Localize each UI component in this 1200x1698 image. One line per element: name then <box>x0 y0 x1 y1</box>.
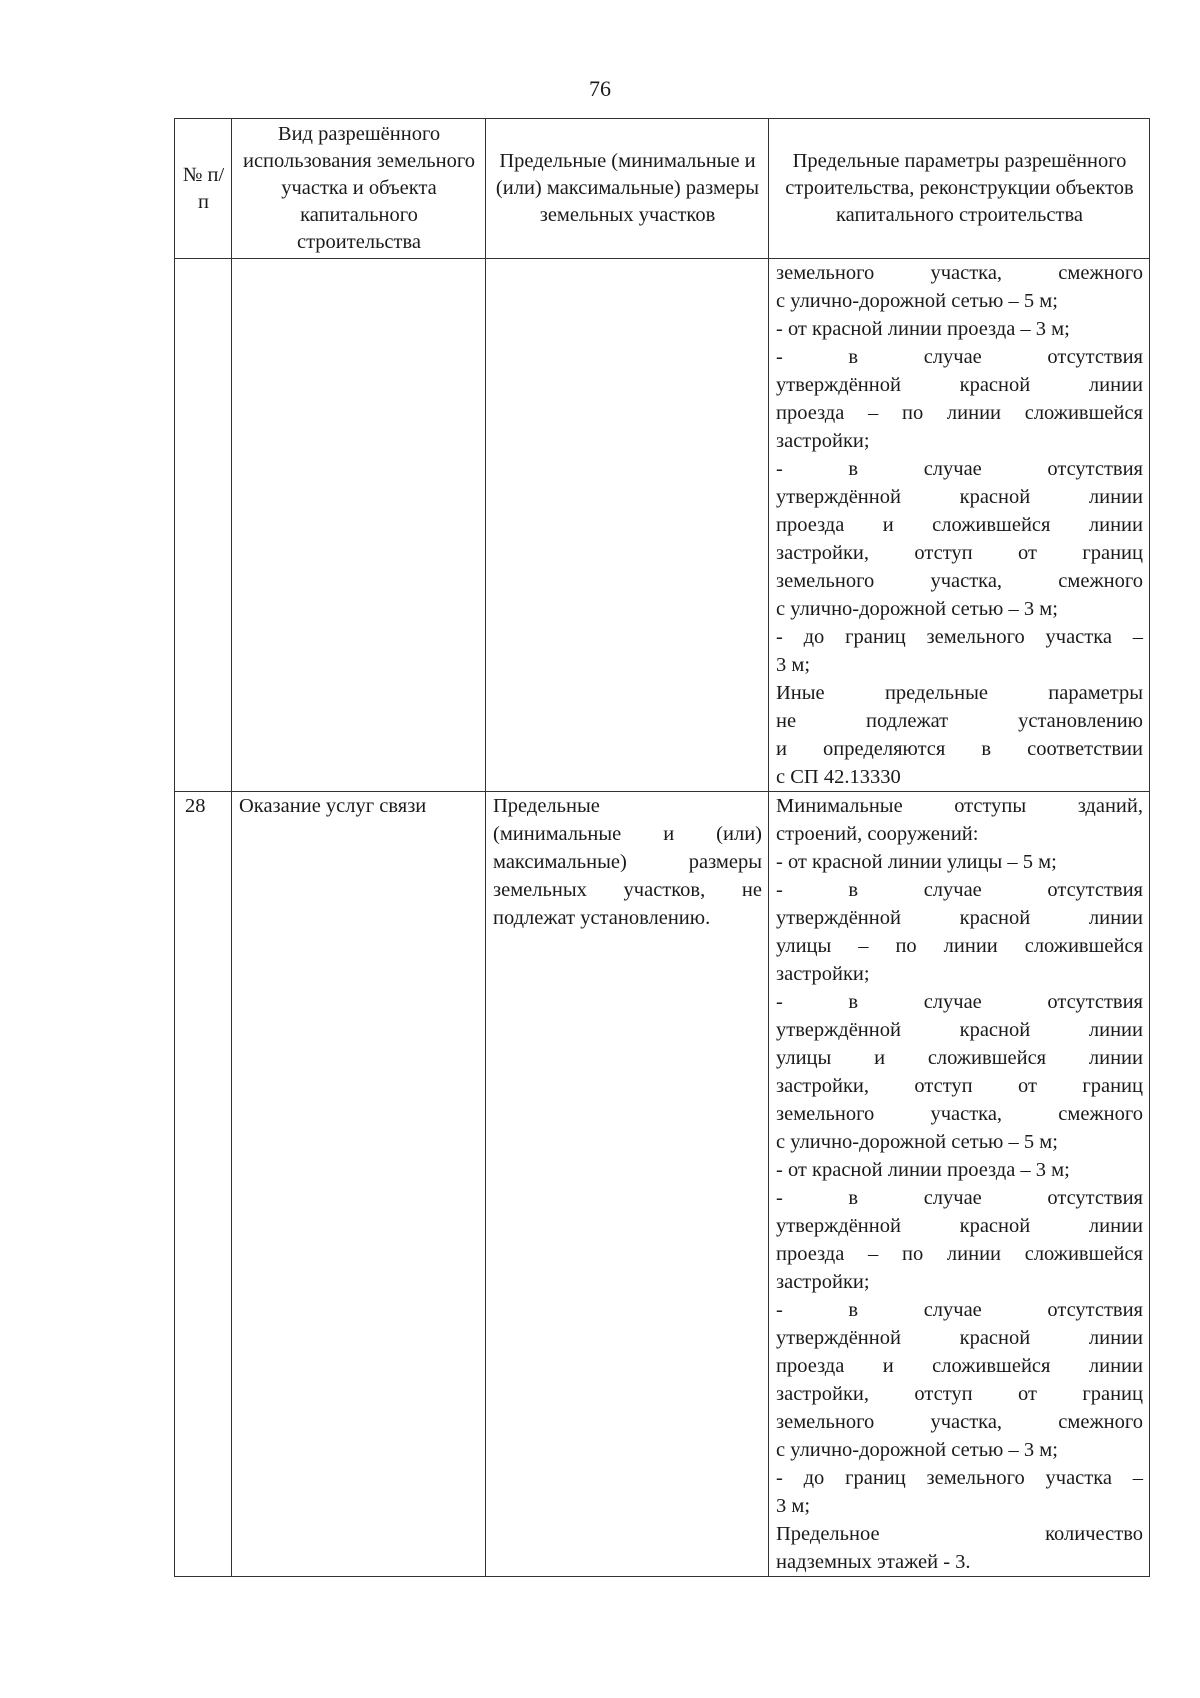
header-build-params: Предельные параметры разрешённого строительства, реконструкции объектов капитального строительства <box>769 119 1150 259</box>
text-line: - в случае отсутствия <box>776 458 1143 480</box>
text-line: (минимальные и (или) <box>493 823 762 845</box>
text-line: - в случае отсутствия <box>776 346 1143 368</box>
text-line: улицы и сложившейся линии <box>776 1047 1143 1069</box>
text-line: - в случае отсутствия <box>776 1299 1143 1321</box>
table-row <box>175 792 1150 1577</box>
text-line: с улично-дорожной сетью – 5 м; <box>776 1131 1058 1153</box>
text-line: - от красной линии улицы – 5 м; <box>776 851 1057 873</box>
text-line: подлежат установлению. <box>493 907 711 929</box>
text-line: проезда и сложившейся линии <box>776 1355 1143 1377</box>
text-line: с улично-дорожной сетью – 5 м; <box>776 290 1058 312</box>
text-line: земельного участка, смежного <box>776 1411 1143 1433</box>
cell-use-type <box>232 259 486 792</box>
text-line: застройки, отступ от границ <box>776 1383 1143 1405</box>
text-line: утверждённой красной линии <box>776 1327 1143 1349</box>
cell-number <box>175 259 232 792</box>
text-line: застройки, отступ от границ <box>776 542 1143 564</box>
header-number: № п/п <box>175 119 232 259</box>
parameters-table <box>174 118 1150 1577</box>
cell-use-type: Оказание услуг связи <box>232 792 486 1577</box>
text-line: строений, сооружений: <box>776 823 979 845</box>
table-header-row <box>175 119 1150 259</box>
text-line: Минимальные отступы зданий, <box>776 795 1143 817</box>
text-line: земельного участка, смежного <box>776 262 1143 284</box>
cell-build-params <box>769 259 1150 792</box>
text-line: 3 м; <box>776 1495 811 1517</box>
text-line: с СП 42.13330 <box>776 766 901 788</box>
text-line: Предельное количество <box>776 1523 1143 1545</box>
text-line: надземных этажей - 3. <box>776 1551 971 1573</box>
text-line: утверждённой красной линии <box>776 1019 1143 1041</box>
text-line: - в случае отсутствия <box>776 879 1143 901</box>
text-line: - в случае отсутствия <box>776 991 1143 1013</box>
text-line: с улично-дорожной сетью – 3 м; <box>776 598 1058 620</box>
text-line: земельных участков, не <box>493 879 762 901</box>
text-line: земельного участка, смежного <box>776 1103 1143 1125</box>
text-line: Иные предельные параметры <box>776 682 1143 704</box>
cell-number: 28 <box>175 792 232 1577</box>
text-line: утверждённой красной линии <box>776 486 1143 508</box>
text-line: с улично-дорожной сетью – 3 м; <box>776 1439 1058 1461</box>
text-line: - от красной линии проезда – 3 м; <box>776 1159 1070 1181</box>
text-line: земельного участка, смежного <box>776 570 1143 592</box>
text-line: - в случае отсутствия <box>776 1187 1143 1209</box>
cell-build-params <box>769 792 1150 1577</box>
header-plot-size: Предельные (минимальные и (или) максимальные) размеры земельных участков <box>486 119 769 259</box>
text-line: максимальные) размеры <box>493 851 762 873</box>
text-line: - от красной линии проезда – 3 м; <box>776 318 1070 340</box>
text-line: утверждённой красной линии <box>776 374 1143 396</box>
table-row <box>175 259 1150 792</box>
text-line: проезда – по линии сложившейся <box>776 1243 1143 1265</box>
text-line: - до границ земельного участка – <box>776 626 1143 648</box>
text-line: застройки; <box>776 430 870 452</box>
text-line: проезда – по линии сложившейся <box>776 402 1143 424</box>
text-line: и определяются в соответствии <box>776 738 1143 760</box>
text-line: застройки, отступ от границ <box>776 1075 1143 1097</box>
header-use-type: Вид разрешённого использования земельного участка и объекта капитального строительства <box>232 119 486 259</box>
text-line: застройки; <box>776 963 870 985</box>
text-line: утверждённой красной линии <box>776 1215 1143 1237</box>
text-line: Предельные <box>493 795 600 817</box>
text-line: 3 м; <box>776 654 811 676</box>
cell-plot-size <box>486 792 769 1577</box>
text-line: улицы – по линии сложившейся <box>776 935 1143 957</box>
text-line: утверждённой красной линии <box>776 907 1143 929</box>
page-number: 76 <box>589 76 611 101</box>
text-line: застройки; <box>776 1271 870 1293</box>
text-line: - до границ земельного участка – <box>776 1467 1143 1489</box>
cell-plot-size <box>486 259 769 792</box>
text-line: проезда и сложившейся линии <box>776 514 1143 536</box>
text-line: не подлежат установлению <box>776 710 1143 732</box>
